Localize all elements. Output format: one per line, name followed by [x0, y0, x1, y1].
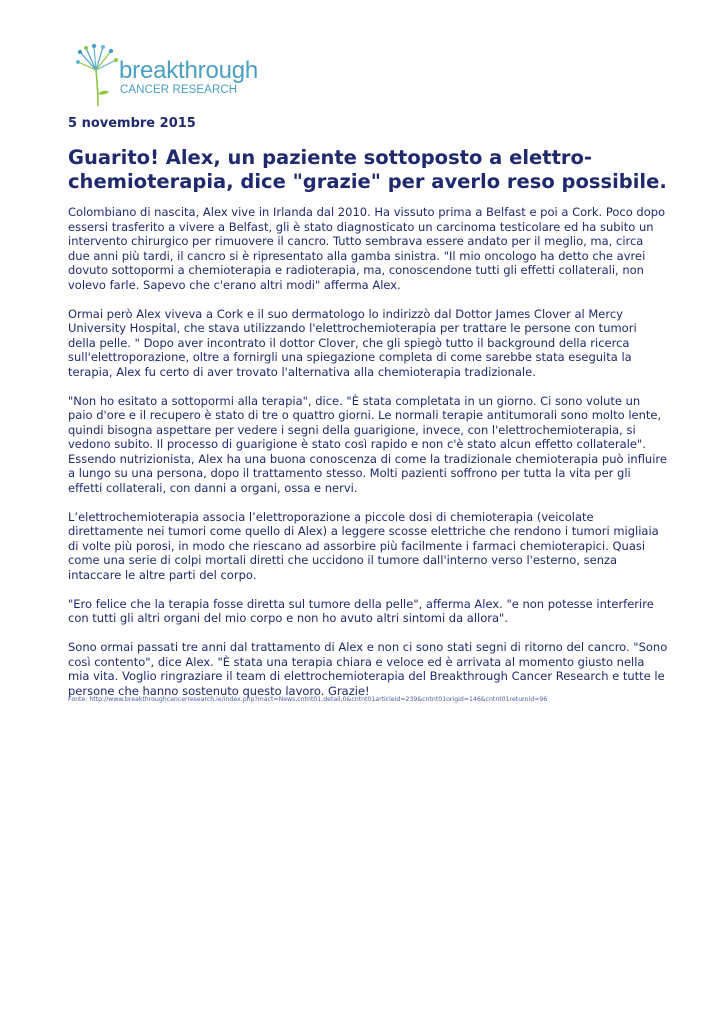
article-paragraph: Ormai però Alex viveva a Cork e il suo dermatologo lo indirizzò dal Dottor James Clover al Mercy University Hospital, che stava utilizzando l'elettrochemioterapia per trattare le persone con tumori della pelle. " Dopo aver incontrato il dottor Clover, che gli spiegò tutto il background della ricerca sull'elettroporazione, oltre a fornirgli una spiegazione completa di come sarebbe stata eseguita la terapia, Alex fu certo di aver trovato l'alternativa alla chemioterapia tradizionale.: [68, 306, 637, 379]
source-link[interactable]: Fonte: http://www.breakthroughcancerresearch.ie/index.php?mact=News,cntnt01,detail,0&cntnt01articleid=239&cntnt01origid=146&cntnt01returnid=96: [68, 696, 548, 703]
article-paragraph: Colombiano di nascita, Alex vive in Irlanda dal 2010. Ha vissuto prima a Belfast e poi a Cork. Poco dopo essersi trasferito a vivere a Belfast, gli è stato diagnosticato un carcinoma testicolare ed ha subito un intervento chirurgico per rimuovere il cancro. Tutto sembrava essere andato per il meglio, ma, circa due anni più tardi, il cancro si è ripresentato alla gamba sinistra. "Il mio oncologo ha detto che avrei dovuto sottopormi a chemioterapia e radioterapia, ma, conoscendone tutti gli effetti collaterali, non volevo farle. Sapevo che c'erano altri modi" afferma Alex.: [68, 205, 666, 292]
article-body: [68, 205, 668, 713]
article-title: Guarito! Alex, un paziente sottoposto a elettro-chemioterapia, dice "grazie" per averlo reso possibile.: [68, 146, 667, 193]
article-paragraph: L’elettrochemioterapia associa l’elettroporazione a piccole dosi di chemioterapia (veicolate direttamente nei tumori come quello di Alex) a leggere scosse elettriche che rendono i tumori migliaia di volte più porosi, in modo che riescano ad assorbire più facilmente i farmaci chemioterapici. Quasi come una serie di colpi mortali diretti che uccidono il tumore dall'interno verso l'esterno, senza intaccare le altre parti del corpo.: [68, 509, 659, 582]
dandelion-seed-icon: [76, 42, 120, 108]
article-paragraph: "Non ho esitato a sottopormi alla terapia", dice. "È stata completata in un giorno. Ci sono volute un paio d'ore e il recupero è stato di tre o quattro giorni. Le normali terapie antitumorali sono molto lente, quindi bisogna aspettare per vedere i segni della guarigione, invece, con l'elettrochemioterapia, si vedono subito. Il processo di guarigione è stato così rapido e non c'è stato alcun effetto collaterale". Essendo nutrizionista, Alex ha una buona conoscenza di come la tradizionale chemioterapia può influire a lungo su una persona, dopo il trattamento stesso. Molti pazienti soffrono per tutta la vita per gli effetti collaterali, con danni a organi, ossa e nervi.: [68, 393, 667, 495]
breakthrough-logo: [76, 42, 276, 108]
article-paragraph: "Ero felice che la terapia fosse diretta sul tumore della pelle", afferma Alex. "e non potesse interferire con tutti gli altri organi del mio corpo e non ho avuto altri sintomi da allora".: [68, 596, 654, 625]
logo-wordmark: breakthrough: [119, 57, 259, 84]
article-date: 5 novembre 2015: [68, 116, 196, 131]
logo-subtitle: CANCER RESEARCH: [120, 84, 238, 96]
article-paragraph: Sono ormai passati tre anni dal trattamento di Alex e non ci sono stati segni di ritorno del cancro. "Sono così contento", dice Alex. "È stata una terapia chiara e veloce ed è arrivata al momento giusto nella mia vita. Voglio ringraziare il team di elettrochemioterapia del Breakthrough Cancer Research e tutte le persone che hanno sostenuto questo lavoro. Grazie!: [68, 640, 668, 698]
